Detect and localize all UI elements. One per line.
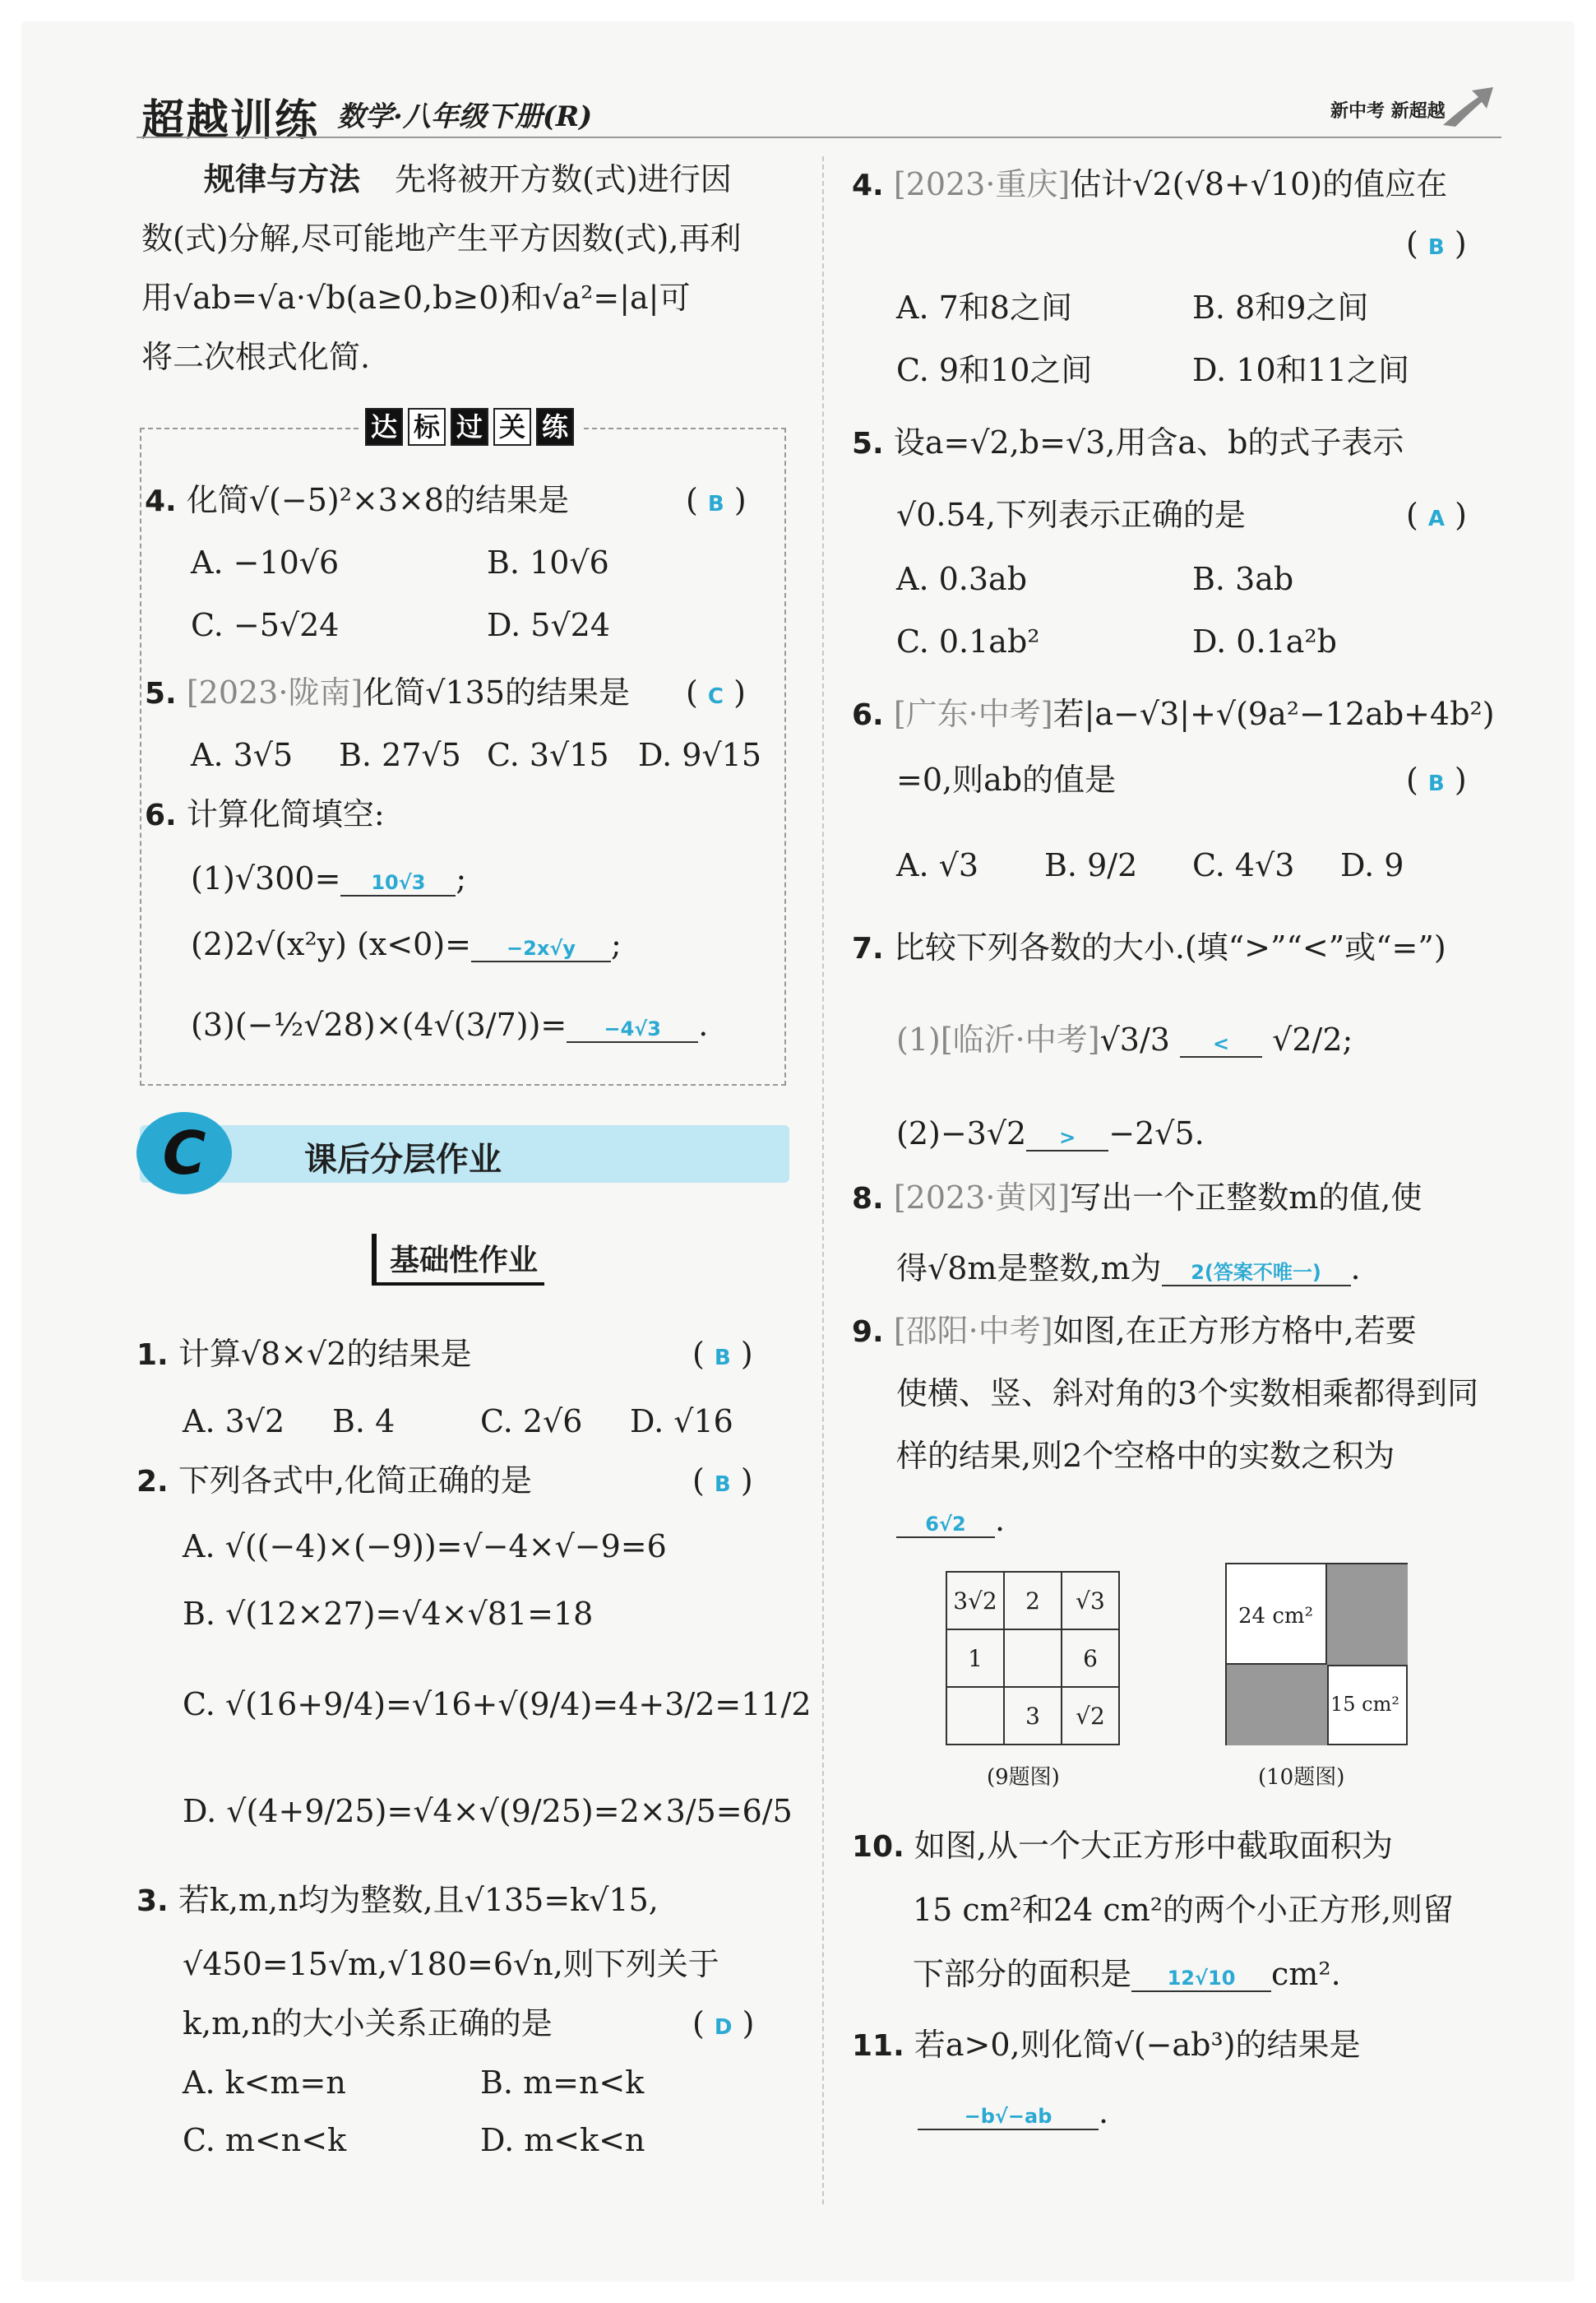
option: D. 9 xyxy=(1340,847,1404,883)
q-text: 使横、竖、斜对角的3个实数相乘都得到同 xyxy=(896,1375,1479,1411)
option: C. 4√3 xyxy=(1192,847,1295,883)
box-title xyxy=(360,408,584,446)
q-text: 写出一个正整数m的值,使 xyxy=(1070,1179,1423,1216)
column-divider xyxy=(822,156,824,2204)
option: D. 10和11之间 xyxy=(1192,352,1409,388)
compare-right: √2/2; xyxy=(1272,1022,1353,1058)
option: C. −5√24 xyxy=(191,607,340,643)
header-slogan: 新中考 新超越 xyxy=(1330,101,1446,122)
subsection-title: 基础性作业 xyxy=(372,1234,544,1286)
option: B. 10√6 xyxy=(487,544,609,581)
answer-value: B xyxy=(714,1346,731,1370)
q-text: 如图,从一个大正方形中截取面积为 xyxy=(914,1828,1393,1864)
fill-prompt: (1)√300= xyxy=(191,860,341,897)
option: C. 3√15 xyxy=(487,737,609,773)
q-number: 11. xyxy=(852,2029,904,2063)
book-logo: 超越训练 xyxy=(141,96,320,146)
q-number: 6. xyxy=(145,799,177,832)
unit-text: cm². xyxy=(1271,1956,1341,1992)
fill-answer: −2x√y xyxy=(471,937,611,962)
option: A. 3√2 xyxy=(183,1403,285,1439)
big-square-figure xyxy=(1225,1563,1408,1745)
option: A. √3 xyxy=(896,847,978,883)
option: C. 2√6 xyxy=(480,1403,583,1439)
answer-value: B xyxy=(714,1472,731,1497)
answer-bracket: ( B ) xyxy=(692,1462,753,1499)
q-source: (1)[临沂·中考] xyxy=(896,1022,1100,1058)
figure-caption: (10题图) xyxy=(1258,1765,1345,1790)
fill-item: 得√8m是整数,m为 2(答案不唯一) . xyxy=(896,1250,1361,1286)
box-title-char: 标 xyxy=(408,408,446,446)
question-4-left xyxy=(145,482,569,520)
compare-left: √3/3 xyxy=(1099,1022,1170,1058)
option: D. m<k<n xyxy=(480,2122,645,2158)
method-line: 数(式)分解,尽可能地产生平方因数(式),再利 xyxy=(141,220,742,257)
answer-value: B xyxy=(707,492,724,517)
option: A. 0.3ab xyxy=(896,561,1028,597)
answer-bracket: ( B ) xyxy=(1406,762,1467,798)
grid-cell xyxy=(1004,1629,1062,1687)
q-text: 化简√(−5)²×3×8的结果是 xyxy=(186,482,569,518)
q-number: 1. xyxy=(136,1338,169,1372)
answer-value: A xyxy=(1427,507,1446,531)
fill-item xyxy=(913,1956,1341,1994)
q-text: 化简√135的结果是 xyxy=(363,674,631,711)
square-24 xyxy=(1227,1564,1327,1665)
question-3 xyxy=(136,1882,659,1920)
q-text: 下列各式中,化简正确的是 xyxy=(178,1462,532,1499)
fill-answer: −4√3 xyxy=(567,1017,698,1043)
option: A. 3√5 xyxy=(191,737,294,773)
fill-answer: 2(答案不唯一) xyxy=(1162,1261,1351,1286)
compare-left: (2)−3√2 xyxy=(896,1115,1027,1152)
fill-answer: 10√3 xyxy=(340,871,456,897)
option: B. √(12×27)=√4×√81=18 xyxy=(183,1596,594,1632)
q-text: 下部分的面积是 xyxy=(913,1956,1132,1992)
question-10 xyxy=(852,1828,1393,1865)
grid-cell: 3 xyxy=(1004,1687,1062,1745)
question-9 xyxy=(852,1313,1417,1351)
option: C. √(16+9/4)=√16+√(9/4)=4+3/2=11/2 xyxy=(183,1686,812,1722)
fill-answer: < xyxy=(1180,1032,1262,1058)
option: C. 9和10之间 xyxy=(896,352,1093,388)
q-number: 3. xyxy=(136,1884,169,1918)
option: C. m<n<k xyxy=(183,2122,347,2158)
shaded-region xyxy=(1327,1564,1408,1665)
method-line: 先将被开方数(式)进行因 xyxy=(395,161,732,197)
q-source: [2023·重庆] xyxy=(893,166,1071,202)
answer-value: C xyxy=(707,684,724,709)
q-number: 10. xyxy=(852,1830,904,1864)
answer-bracket: ( B ) xyxy=(686,482,747,518)
answer-bracket: ( A ) xyxy=(1406,497,1467,533)
q-text: √450=15√m,√180=6√n,则下列关于 xyxy=(183,1946,719,1982)
answer-bracket: ( C ) xyxy=(686,674,746,711)
question-1 xyxy=(136,1336,471,1374)
q-number: 8. xyxy=(852,1182,884,1216)
q-number: 5. xyxy=(145,677,177,711)
box-title-char: 关 xyxy=(493,408,531,446)
area-label: 24 cm² xyxy=(1238,1604,1313,1629)
option: D. √(4+9/25)=√4×√(9/25)=2×3/5=6/5 xyxy=(183,1793,793,1829)
method-title: 规律与方法 xyxy=(204,161,361,197)
q-source: [2023·黄冈] xyxy=(893,1179,1071,1216)
option: B. 3ab xyxy=(1192,561,1294,597)
method-block xyxy=(204,161,732,199)
q-number: 2. xyxy=(136,1465,169,1499)
q-text: 若a>0,则化简√(−ab³)的结果是 xyxy=(914,2027,1361,2063)
shaded-region xyxy=(1227,1665,1327,1745)
q-text: 15 cm²和24 cm²的两个小正方形,则留 xyxy=(913,1892,1455,1928)
q-text: 如图,在正方形方格中,若要 xyxy=(1052,1313,1417,1349)
q-text: k,m,n的大小关系正确的是 xyxy=(183,2005,553,2041)
section-title: 课后分层作业 xyxy=(304,1141,502,1179)
question-8 xyxy=(852,1179,1422,1217)
question-4-right xyxy=(852,166,1447,204)
square-15 xyxy=(1327,1665,1408,1745)
q-text: 计算化简填空: xyxy=(186,796,385,832)
option: B. 8和9之间 xyxy=(1192,290,1369,326)
area-label: 15 cm² xyxy=(1330,1693,1399,1716)
q-text: 比较下列各数的大小.(填“>”“<”或“=”) xyxy=(893,929,1446,966)
method-line: 将二次根式化简. xyxy=(141,339,371,375)
answer-value: B xyxy=(1427,772,1445,796)
question-5-left xyxy=(145,674,630,712)
q-text: 若|a−√3|+√(9a²−12ab+4b²) xyxy=(1052,696,1495,732)
question-6-right xyxy=(852,696,1495,734)
option: B. 4 xyxy=(332,1403,396,1439)
fill-item: −b√−ab . xyxy=(918,2094,1108,2132)
option: B. 9/2 xyxy=(1044,847,1138,883)
fill-answer: > xyxy=(1026,1126,1108,1152)
answer-value: B xyxy=(1427,235,1445,260)
q-text: 得√8m是整数,m为 xyxy=(896,1250,1162,1286)
q-text: 计算√8×√2的结果是 xyxy=(178,1336,472,1372)
option: D. 5√24 xyxy=(487,607,611,643)
q-source: [2023·陇南] xyxy=(186,674,363,711)
box-title-char: 达 xyxy=(365,408,403,446)
question-6-left xyxy=(145,796,385,834)
fill-answer: −b√−ab xyxy=(918,2105,1099,2130)
fill-item: (3)(−½√28)×(4√(3/7))= −4√3 . xyxy=(191,1007,709,1043)
q-source: [邵阳·中考] xyxy=(893,1313,1053,1349)
q-number: 4. xyxy=(852,169,884,202)
option: A. √((−4)×(−9))=√−4×√−9=6 xyxy=(183,1528,667,1564)
q-number: 4. xyxy=(145,484,177,518)
q-number: 7. xyxy=(852,932,884,966)
q-text: 若k,m,n均为整数,且√135=k√15, xyxy=(178,1882,659,1918)
compare-item xyxy=(896,1115,1205,1153)
option: A. −10√6 xyxy=(191,544,340,581)
box-title-char: 过 xyxy=(451,408,488,446)
grid-cell xyxy=(946,1687,1004,1745)
section-letter: C xyxy=(136,1112,232,1194)
answer-bracket: ( B ) xyxy=(1406,225,1467,262)
header-rule xyxy=(136,137,1501,138)
fill-item: (1)√300= 10√3 ; xyxy=(191,860,467,897)
option: D. √16 xyxy=(630,1403,733,1439)
grid-cell: √2 xyxy=(1062,1687,1119,1745)
answer-value: D xyxy=(714,2015,733,2040)
question-5-right xyxy=(852,424,1404,462)
option: C. 0.1ab² xyxy=(896,623,1040,660)
arrow-logo-icon xyxy=(1439,82,1497,132)
grid-cell: 3√2 xyxy=(946,1572,1004,1629)
q-text: 设a=√2,b=√3,用含a、b的式子表示 xyxy=(893,424,1404,461)
method-line: 用√ab=√a·√b(a≥0,b≥0)和√a²=|a|可 xyxy=(141,280,691,316)
q-text: √0.54,下列表示正确的是 xyxy=(896,497,1246,533)
fill-prompt: (3)(−½√28)×(4√(3/7))= xyxy=(191,1007,567,1043)
option: A. 7和8之间 xyxy=(896,290,1072,326)
question-2 xyxy=(136,1462,532,1500)
figure-caption: (9题图) xyxy=(987,1765,1060,1790)
answer-bracket: ( D ) xyxy=(692,2005,755,2041)
grid-cell: √3 xyxy=(1062,1572,1119,1629)
fill-answer: 6√2 xyxy=(896,1513,995,1538)
fill-item: 6√2 . xyxy=(896,1502,1005,1540)
box-title-char: 练 xyxy=(536,408,574,446)
question-11 xyxy=(852,2027,1361,2064)
grid-cell: 2 xyxy=(1004,1572,1062,1629)
option: D. 9√15 xyxy=(638,737,762,773)
q-number: 6. xyxy=(852,698,884,732)
option: D. 0.1a²b xyxy=(1192,623,1337,660)
compare-right: −2√5. xyxy=(1108,1115,1205,1152)
answer-bracket: ( B ) xyxy=(692,1336,753,1372)
q-number: 9. xyxy=(852,1315,884,1349)
option: B. m=n<k xyxy=(480,2064,645,2101)
option: A. k<m=n xyxy=(183,2064,346,2101)
magic-square-grid xyxy=(946,1571,1120,1745)
q-source: [广东·中考] xyxy=(893,696,1053,732)
book-subject: 数学·八年级下册(R) xyxy=(337,100,593,133)
fill-item: (2)2√(x²y) (x<0)= −2x√y ; xyxy=(191,926,622,962)
q-number: 5. xyxy=(852,427,884,461)
fill-answer: 12√10 xyxy=(1131,1967,1271,1992)
grid-cell: 6 xyxy=(1062,1629,1119,1687)
compare-item xyxy=(896,1022,1353,1059)
q-text: 样的结果,则2个空格中的实数之积为 xyxy=(896,1438,1395,1474)
option: B. 27√5 xyxy=(339,737,461,773)
q-text: 估计√2(√8+√10)的值应在 xyxy=(1070,166,1448,202)
fill-prompt: (2)2√(x²y) (x<0)= xyxy=(191,926,472,962)
question-7 xyxy=(852,929,1446,967)
grid-cell: 1 xyxy=(946,1629,1004,1687)
q-text: =0,则ab的值是 xyxy=(896,762,1117,798)
